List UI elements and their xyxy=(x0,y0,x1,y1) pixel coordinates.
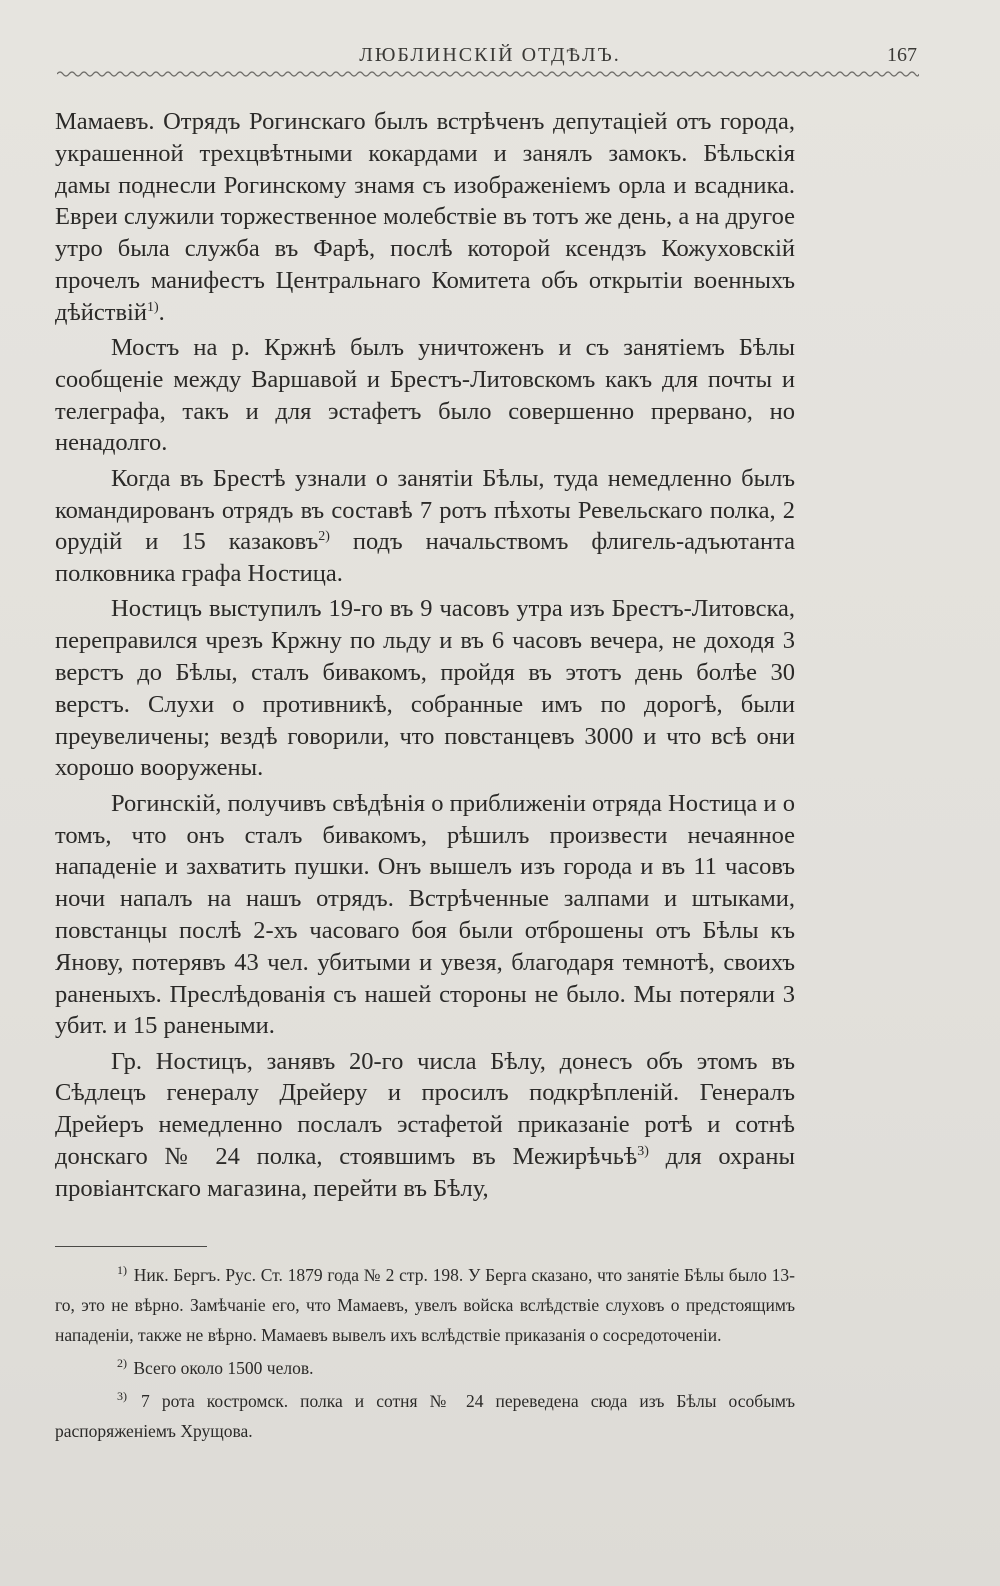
paragraph-3 xyxy=(55,463,795,590)
paragraph-text: Гр. Ностицъ, занявъ 20-го числа Бѣлу, донесъ объ этомъ въ Сѣдлецъ генералу Дрейеру и просилъ подкрѣпленій. Генералъ Дрейеръ немедленно послалъ эстафетой приказаніе ротѣ и сотнѣ донскаго № 24 полка, стоявшимъ въ Межирѣчьѣ xyxy=(55,1047,795,1170)
footnote-text: Ник. Бергъ. Рус. Ст. 1879 года № 2 стр. 198. У Берга сказано, что занятіе Бѣлы было 13-го, это не вѣрно. Замѣчаніе его, что Мамаевъ, увелъ войска вслѣдствіе слуховъ о предстоящимъ нападеніи, также не вѣрно. Мамаевъ вывелъ ихъ вслѣдствіе приказанія о сосредоточеніи. xyxy=(55,1265,795,1345)
header-wavy-rule xyxy=(57,68,919,80)
paragraph-text: Рогинскій, получивъ свѣдѣнія о приближеніи отряда Ностица и о томъ, что онъ сталъ бивакомъ, рѣшилъ произвести нечаянное нападеніе и захватить пушки. Онъ вышелъ изъ города и въ 11 часовъ ночи напалъ на нашъ отрядъ. Встрѣченные залпами и штыками, повстанцы послѣ 2-хъ часоваго боя были отброшены отъ Бѣлы къ Янову, потерявъ 43 чел. убитыми и увезя, благодаря темнотѣ, своихъ раненыхъ. Преслѣдованія съ нашей стороны не было. Мы потеряли 3 убит. и 15 ранеными. xyxy=(55,789,795,1040)
paragraph-text: Ностицъ выступилъ 19-го въ 9 часовъ утра изъ Брестъ-Литовска, переправился чрезъ Кржну по льду и въ 6 часовъ вечера, не доходя 3 верстъ до Бѣлы, сталъ бивакомъ, пройдя въ этотъ день болѣе 30 верстъ. Слухи о противникѣ, собранные имъ по дорогѣ, были преувеличены; вездѣ говорили, что повстанцевъ 3000 и что всѣ они хорошо вооружены. xyxy=(55,595,795,782)
paragraph-tail: подъ начальствомъ флигель-адъютанта полковника графа Ностица. xyxy=(55,528,795,588)
footnote-ref-3: 3) xyxy=(637,1143,649,1159)
footnote-mark: 3) xyxy=(117,1389,127,1404)
footnote-text: Всего около 1500 челов. xyxy=(133,1358,314,1378)
paragraph-5 xyxy=(55,788,795,1042)
paragraph-4 xyxy=(55,593,795,784)
footnotes xyxy=(55,1260,795,1446)
main-text xyxy=(55,106,795,1205)
footnote-3 xyxy=(55,1386,795,1446)
paragraph-1 xyxy=(55,106,795,329)
paragraph-text: Мамаевъ. Отрядъ Рогинскаго былъ встрѣченъ депутаціей отъ города, украшенной трехцвѣтными кокардами и занялъ замокъ. Бѣльскія дамы поднесли Рогинскому знамя съ изображеніемъ орла и всадника. Евреи служили торжественное молебствіе въ тотъ же день, а на другое утро была служба въ Фарѣ, послѣ которой ксендзъ Кожуховскій прочелъ манифестъ Центральнаго Комитета объ открытіи военныхъ дѣйствій xyxy=(55,108,795,326)
paragraph-text: Когда въ Брестѣ узнали о занятіи Бѣлы, туда немедленно былъ командированъ отрядъ въ составѣ 7 ротъ пѣхоты Ревельскаго полка, 2 орудій и 15 казаковъ xyxy=(55,464,795,556)
page-number: 167 xyxy=(887,44,917,66)
paragraph-tail: для охраны провіантскаго магазина, перейти въ Бѣлу, xyxy=(55,1143,796,1202)
footnote-text: 7 рота костромск. полка и сотня № 24 переведена сюда изъ Бѣлы особымъ распоряженіемъ Хрущова. xyxy=(55,1391,796,1441)
footnote-mark: 2) xyxy=(117,1356,127,1371)
paragraph-tail: . xyxy=(158,298,165,326)
footnote-2 xyxy=(55,1353,795,1383)
footnote-mark: 1) xyxy=(117,1263,127,1278)
paragraph-6 xyxy=(55,1046,795,1205)
paragraph-text: Мостъ на р. Кржнѣ былъ уничтоженъ и съ занятіемъ Бѣлы сообщеніе между Варшавой и Брестъ-Литовскомъ какъ для почты и телеграфа, такъ и для эстафетъ было совершенно прервано, но ненадолго. xyxy=(55,334,795,457)
footnote-ref-1: 1) xyxy=(146,299,159,315)
running-head: ЛЮБЛИНСКІЙ ОТДѢЛЪ. xyxy=(359,44,621,66)
footnote-1 xyxy=(55,1260,795,1350)
footnote-separator xyxy=(55,1246,207,1247)
footnote-ref-2: 2) xyxy=(318,529,330,545)
paragraph-2 xyxy=(55,332,795,459)
